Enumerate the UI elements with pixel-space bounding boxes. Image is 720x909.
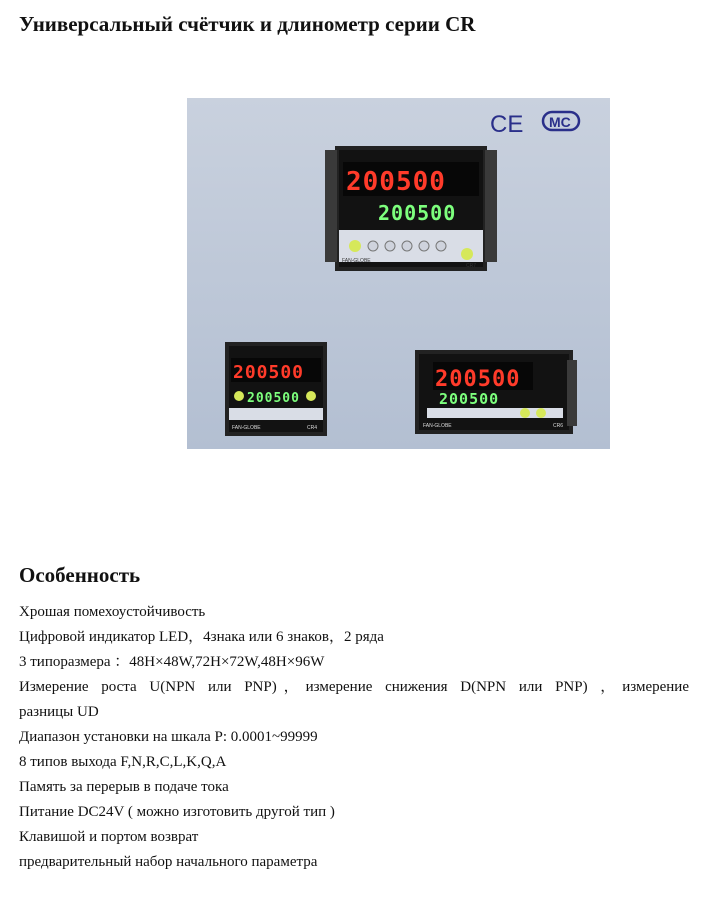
cr4-display-top: 200500	[233, 362, 305, 383]
cr7-display-bottom: 200500	[378, 201, 457, 225]
feature-item-continuation: разницы UD	[19, 704, 99, 720]
feature-item: Питание DC24V ( можно изготовить другой тип )	[19, 804, 335, 820]
feature-item: предварительный набор начального параметра	[19, 854, 318, 870]
counter-unit-cr7	[325, 146, 497, 271]
cr7-model: CR7	[466, 263, 477, 269]
page-title: Универсальный счётчик и длинометр серии CR	[19, 12, 476, 36]
cr6-model: CR6	[553, 423, 564, 429]
counter-unit-cr4	[225, 342, 327, 436]
cr7-brand: FAN-GLOBE	[342, 258, 371, 264]
cr4-display-bottom: 200500	[247, 391, 300, 406]
cr6-display-top: 200500	[435, 367, 521, 392]
feature-item: 3 типоразмера ：48H×48W,72H×72W,48H×96W	[19, 654, 325, 670]
cr6-display-bottom: 200500	[439, 390, 500, 408]
feature-item: 8 типов выхода F,N,R,C,L,K,Q,A	[19, 754, 227, 770]
cr4-brand: FAN-GLOBE	[232, 425, 261, 431]
feature-item: Память за перерыв в подаче тока	[19, 779, 229, 795]
cr7-display-top: 200500	[346, 167, 446, 197]
feature-item: Цифровой индикатор LED，4знака или 6 знаков，2 ряда	[19, 629, 384, 645]
feature-item: Измерение роста U(NPN или PNP)，измерение снижения D(NPN или PNP) ，измерение	[19, 679, 689, 695]
product-image	[187, 98, 610, 449]
features-list	[19, 600, 689, 875]
cr6-brand: FAN-GLOBE	[423, 423, 452, 429]
mc-mark-text: MC	[549, 114, 571, 130]
feature-item: Клавишой и портом возврат	[19, 829, 199, 845]
counter-unit-cr6	[415, 350, 577, 434]
ce-mark: CE	[490, 111, 524, 138]
cr4-model: CR4	[307, 425, 318, 431]
section-title: Особенность	[19, 563, 141, 587]
feature-item: Диапазон установки на шкала P: 0.0001~99999	[19, 729, 318, 745]
feature-item: Хрошая помехоустойчивость	[19, 604, 206, 620]
